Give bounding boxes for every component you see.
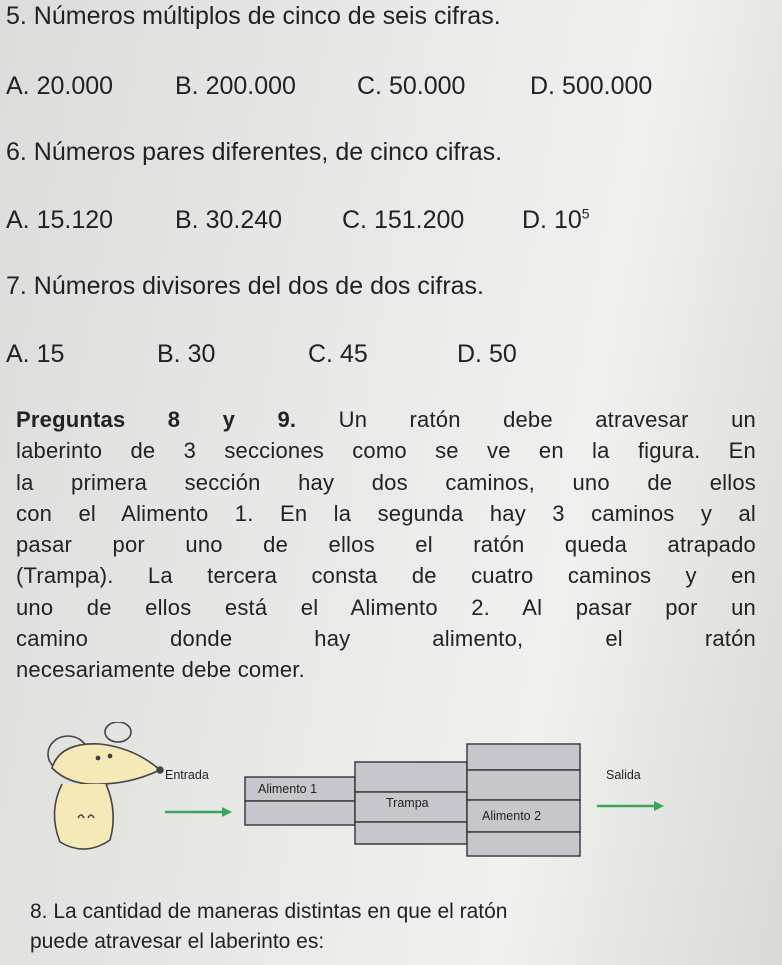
q6-option-d-exponent: 5 [581, 205, 590, 222]
intro-line-1-rest: Un ratón debe atravesar un [296, 407, 756, 432]
trampa-label: Trampa [386, 796, 429, 810]
intro-paragraph [16, 404, 756, 686]
intro-line-6: (Trampa). La tercera consta de cuatro caminos y en [16, 563, 756, 589]
intro-line-1 [16, 404, 756, 435]
q6-option-d [522, 206, 590, 235]
intro-line-7: uno de ellos está el Alimento 2. Al pasar por un [16, 594, 756, 620]
maze-figure [0, 722, 782, 862]
intro-line-4: con el Alimento 1. En la segunda hay 3 caminos y al [16, 500, 756, 526]
entrada-arrow-icon [165, 807, 232, 817]
maze-svg [0, 722, 782, 862]
section-1-path-2 [245, 801, 355, 825]
section-3-path-2 [467, 770, 580, 800]
q8-line-1: 8. La cantidad de maneras distintas en que el ratón [30, 900, 508, 923]
mouse-illustration [48, 722, 163, 849]
q7-option-c: C. 45 [308, 340, 368, 368]
section-2-path-3 [355, 822, 467, 844]
section-3-path-4 [467, 832, 580, 856]
section-2-path-1 [355, 762, 467, 792]
intro-line-2: laberinto de 3 secciones como se ve en la figura. En [16, 438, 756, 464]
q6-option-b: B. 30.240 [175, 206, 283, 234]
q5-option-c: C. 50.000 [357, 72, 466, 100]
mouse-eye-icon [96, 756, 99, 759]
intro-line-9: necesariamente debe comer. [16, 657, 305, 683]
q6-option-c: C. 151.200 [342, 206, 465, 234]
maze-section-3 [467, 744, 580, 856]
q5-option-b: B. 200.000 [175, 72, 296, 100]
salida-arrow-icon [597, 801, 664, 811]
intro-line-5: pasar por uno de ellos el ratón queda atrapado [16, 532, 756, 558]
mouse-head-icon [52, 744, 160, 784]
section-3-path-1 [467, 744, 580, 770]
q5-option-a: A. 20.000 [6, 72, 114, 100]
mouse-ear-icon-2 [105, 722, 131, 742]
entrada-label: Entrada [165, 768, 209, 782]
mouse-nose-icon [157, 767, 163, 773]
q7-option-b: B. 30 [157, 340, 216, 368]
q8-line-2: puede atravesar el laberinto es: [30, 930, 325, 953]
salida-label: Salida [606, 768, 641, 782]
q6-option-d-base: D. 10 [522, 206, 582, 234]
question-6-text: 6. Números pares diferentes, de cinco cifras. [6, 138, 503, 166]
question-7-text: 7. Números divisores del dos de dos cifras. [6, 272, 484, 300]
alimento-1-label: Alimento 1 [258, 782, 318, 796]
intro-line-3: la primera sección hay dos caminos, uno de ellos [16, 469, 756, 495]
q6-option-a: A. 15.120 [6, 206, 114, 234]
q7-option-a: A. 15 [6, 340, 65, 368]
mouse-eye-icon-2 [108, 754, 111, 757]
question-8-text [30, 897, 680, 957]
intro-bold-label: Preguntas 8 y 9. [16, 407, 297, 432]
q5-option-d: D. 500.000 [530, 72, 653, 100]
alimento-2-label: Alimento 2 [482, 809, 542, 823]
q7-option-d: D. 50 [457, 340, 517, 368]
question-5-text: 5. Números múltiplos de cinco de seis cifras. [6, 2, 501, 30]
intro-line-8: camino donde hay alimento, el ratón [16, 626, 756, 652]
